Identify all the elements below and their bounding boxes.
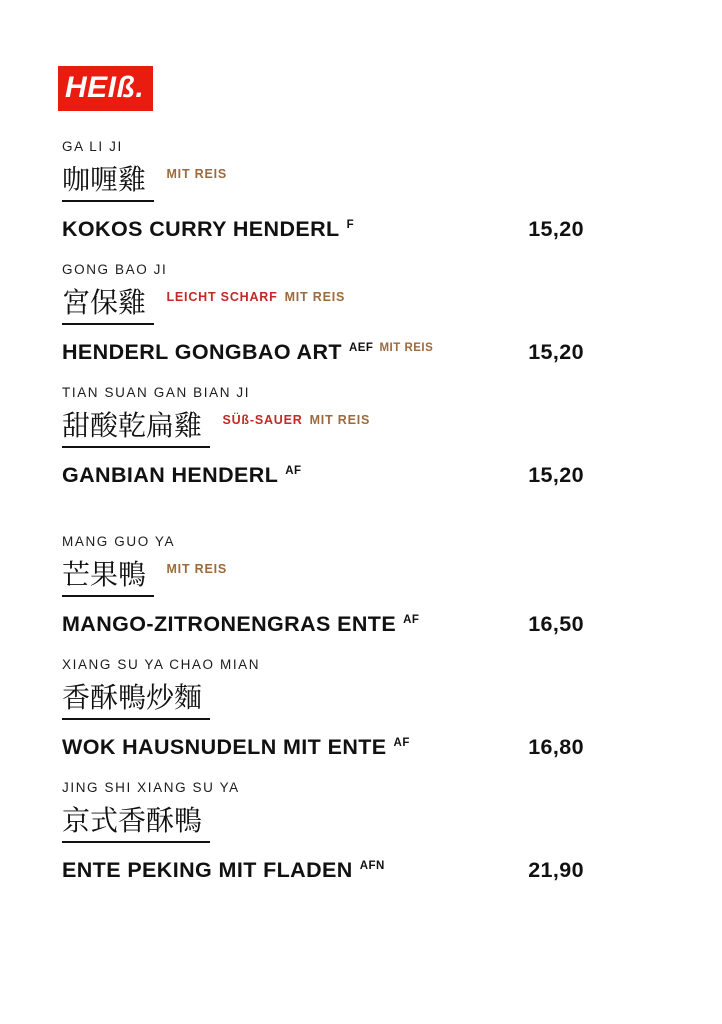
- menu-item: [62, 780, 584, 883]
- chinese-name-label: 京式香酥鴨: [62, 804, 210, 843]
- serving-notes: [222, 413, 377, 427]
- price-label: 15,20: [528, 217, 584, 241]
- pinyin-label: MANG GUO YA: [62, 534, 176, 549]
- dish-name-label: [62, 735, 416, 760]
- allergen-superscript: AF: [403, 614, 420, 626]
- dish-name-text: ENTE PEKING MIT FLADEN: [62, 858, 353, 882]
- price-label: 15,20: [528, 340, 584, 364]
- dish-name-label: [62, 858, 391, 883]
- dish-name-row: [62, 612, 584, 637]
- menu-item: [62, 534, 584, 637]
- dish-name-row: [62, 735, 584, 760]
- dish-name-text: HENDERL GONGBAO ART: [62, 340, 342, 364]
- dish-name-row: [62, 217, 584, 242]
- serving-notes: [166, 290, 352, 304]
- chinese-name-row: [62, 558, 584, 600]
- price-label: 16,80: [528, 735, 584, 759]
- dish-name-label: [62, 463, 308, 488]
- dish-name-text: KOKOS CURRY HENDERL: [62, 217, 340, 241]
- chinese-name-label: 香酥鴨炒麵: [62, 681, 210, 720]
- price-label: 15,20: [528, 463, 584, 487]
- allergen-superscript: AF: [393, 737, 410, 749]
- chinese-name-label: 甜酸乾扁雞: [62, 409, 210, 448]
- dish-name-label: [62, 217, 360, 242]
- dish-name-row: [62, 858, 584, 883]
- allergen-superscript: AEF: [348, 342, 374, 354]
- section-badge-heiss: HEIß.: [58, 66, 153, 111]
- chinese-name-row: [62, 163, 584, 205]
- chinese-name-row: [62, 286, 584, 328]
- note-mit-reis: MIT REIS: [284, 290, 346, 304]
- dish-note-superscript: MIT REIS: [379, 342, 434, 354]
- menu-content: [62, 66, 584, 903]
- note-leicht-scharf: LEICHT SCHARF: [166, 290, 278, 304]
- note-mit-reis: MIT REIS: [166, 562, 228, 576]
- dish-name-text: MANGO-ZITRONENGRAS ENTE: [62, 612, 397, 636]
- dish-name-text: WOK HAUSNUDELN MIT ENTE: [62, 735, 387, 759]
- price-label: 16,50: [528, 612, 584, 636]
- chinese-name-row: [62, 804, 584, 846]
- pinyin-label: TIAN SUAN GAN BIAN JI: [62, 385, 251, 400]
- chinese-name-row: [62, 681, 584, 723]
- chinese-name-label: 芒果鴨: [62, 558, 154, 597]
- chinese-name-row: [62, 409, 584, 451]
- menu-item: [62, 385, 584, 488]
- menu-item: [62, 139, 584, 242]
- allergen-superscript: F: [346, 219, 355, 231]
- menu-item: [62, 657, 584, 760]
- dish-name-row: [62, 463, 584, 488]
- pinyin-label: GONG BAO JI: [62, 262, 168, 277]
- dish-name-label: [62, 612, 425, 637]
- dish-name-text: GANBIAN HENDERL: [62, 463, 279, 487]
- dish-name-label: [62, 340, 433, 365]
- note-mit-reis: MIT REIS: [166, 167, 228, 181]
- note-s-sauer: SÜß-SAUER: [222, 413, 303, 427]
- dish-name-row: [62, 340, 584, 365]
- serving-notes: [166, 562, 234, 576]
- note-mit-reis: MIT REIS: [309, 413, 371, 427]
- pinyin-label: GA LI JI: [62, 139, 123, 154]
- pinyin-label: JING SHI XIANG SU YA: [62, 780, 240, 795]
- serving-notes: [166, 167, 234, 181]
- menu-item: [62, 262, 584, 365]
- chinese-name-label: 宮保雞: [62, 286, 154, 325]
- allergen-superscript: AFN: [359, 860, 385, 872]
- price-label: 21,90: [528, 858, 584, 882]
- pinyin-label: XIANG SU YA CHAO MIAN: [62, 657, 261, 672]
- menu-item-list: [62, 139, 584, 883]
- allergen-superscript: AF: [285, 465, 302, 477]
- chinese-name-label: 咖喱雞: [62, 163, 154, 202]
